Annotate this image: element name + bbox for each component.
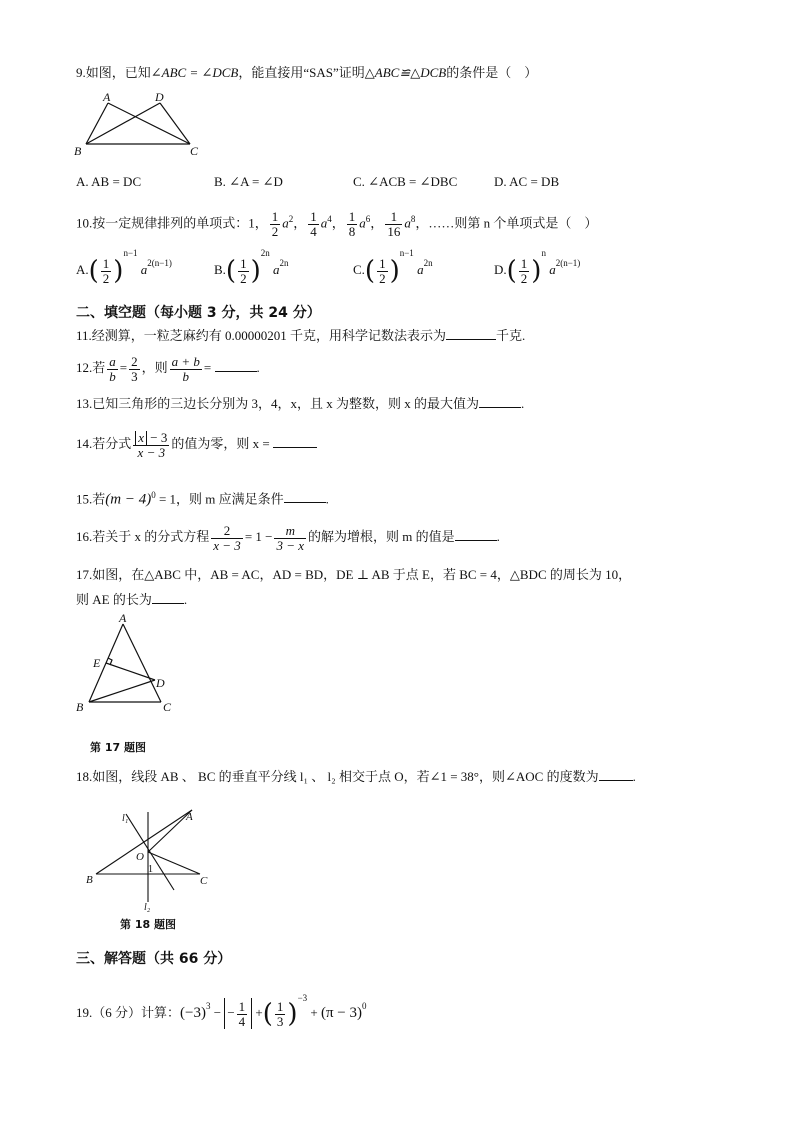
q11-answer-blank[interactable] <box>446 327 496 340</box>
question-17-line1: 17.如图，在△ABC 中，AB = AC，AD = BD，DE ⊥ AB 于点 E，若 BC = 4，△BDC 的周长为 10， <box>76 567 632 582</box>
q17-answer-blank[interactable] <box>152 591 184 604</box>
question-13: 13.已知三角形的三边长分别为 3，4，x，且 x 为整数，则 x 的最大值为 . <box>76 396 525 411</box>
question-12: 12.若 $\frac{a}{b}$ = $\frac{2}{3}$ ，则 $\frac{a + b}{b}$ = . <box>76 353 260 384</box>
q18-label-o: O <box>136 851 144 863</box>
question-16: 16.若关于 x 的分式方程 $\frac{2}{x - 3}$ = 1 − $\frac{m}{3 - x}$ 的解为增根，则 m 的值是 . <box>76 522 500 553</box>
q14-answer-blank[interactable] <box>273 435 317 448</box>
q10-stem-a: 10.按一定规律排列的单项式：1， <box>76 215 268 231</box>
question-14: 14.若分式 $\frac{x - 3}{x - 3}$ 的值为零，则 x = <box>76 424 317 464</box>
q18-label-l2: l₂ <box>144 902 151 912</box>
q9-label-b: B <box>74 144 82 158</box>
q10-option-a[interactable]: A.( $\frac{1}{2}$ )$^{n-1}$ $a^{2(n-1)}$ <box>76 248 172 287</box>
q17-label-a: A <box>119 612 127 625</box>
q17-label-b: B <box>76 700 84 714</box>
question-19: 19.（6 分）计算：$(-3)^3$ − − $\frac{1}{4}$ +( $\frac{1}{3}$ )$^{-3} + (\pi - 3)^0$ <box>76 993 367 1030</box>
q18-label-angle-1: 1 <box>148 864 153 875</box>
q10-option-d[interactable]: D.( $\frac{1}{2}$ )$^n$ $a^{2(n-1)}$ <box>494 248 581 287</box>
q12-answer-blank[interactable] <box>215 359 257 372</box>
q10-stem-b: ，……则第 n 个单项式是（ ） <box>415 215 598 231</box>
question-17-line2: 则 AE 的长为 . <box>76 592 188 607</box>
q9-congruence: △ABC≌△DCB <box>364 65 447 80</box>
q9-option-c[interactable]: C. ∠ACB = ∠DBC <box>353 174 458 189</box>
q9-condition: ∠ABC = ∠DCB <box>150 65 239 80</box>
q9-label-a: A <box>103 92 111 104</box>
q17-label-d: D <box>156 676 165 690</box>
q18-figure <box>82 806 222 912</box>
q9-stem-c: 的条件是（ ） <box>446 65 538 80</box>
q9-option-b[interactable]: B. ∠A = ∠D <box>214 174 283 189</box>
q10-term-2: $\frac{1}{4}$ <box>310 208 317 239</box>
q10-option-b[interactable]: B.( $\frac{1}{2}$ )$^{2n}$ $a^{2n}$ <box>214 248 289 287</box>
q16-answer-blank[interactable] <box>455 528 497 541</box>
question-11: 11.经测算，一粒芝麻约有 0.00000201 千克，用科学记数法表示为 千克. <box>76 328 526 343</box>
q18-caption: 第 18 题图 <box>120 918 176 931</box>
q17-caption: 第 17 题图 <box>90 741 146 754</box>
q10-term-3: $\frac{1}{8}$ <box>348 208 356 239</box>
q9-option-d[interactable]: D. AC = DB <box>494 174 560 189</box>
q10-term-1: $\frac{1}{2}$ <box>271 208 279 239</box>
q18-label-b: B <box>86 874 93 886</box>
q13-answer-blank[interactable] <box>479 395 521 408</box>
q10-option-c[interactable]: C.( $\frac{1}{2}$ )$^{n-1}$ $a^{2n}$ <box>353 248 433 287</box>
q9-option-a[interactable]: A. AB = DC <box>76 174 142 189</box>
question-15: 15.若$(m - 4)^0 = 1$，则 m 应满足条件 . <box>76 490 329 508</box>
section-2-heading: 二、填空题（每小题 3 分，共 24 分） <box>76 305 321 321</box>
q9-label-c: C <box>190 144 199 158</box>
question-9-stem <box>76 64 537 82</box>
q9-stem-a: 9.如图，已知 <box>76 65 151 80</box>
q18-label-a: A <box>186 811 193 823</box>
q15-answer-blank[interactable] <box>284 490 326 503</box>
q17-label-c: C <box>163 700 172 714</box>
q18-label-c: C <box>200 875 208 887</box>
q9-figure <box>70 92 210 162</box>
q10-term-4: $\frac{1}{16}$ <box>387 208 401 239</box>
q9-stem-b: ，能直接用“SAS”证明 <box>238 65 365 80</box>
q17-label-e: E <box>93 656 101 670</box>
q17-figure <box>72 612 182 717</box>
q18-label-l1: l₁ <box>122 813 129 824</box>
question-18: 18.如图，线段 AB 、 BC 的垂直平分线 l₁ 、 l₂ 相交于点 O，若∠1 = 38°，则∠AOC 的度数为 . <box>76 769 636 784</box>
q18-answer-blank[interactable] <box>599 768 633 781</box>
section-3-heading: 三、解答题（共 66 分） <box>76 951 232 967</box>
q9-label-d: D <box>155 92 164 104</box>
question-10-stem: 10.按一定规律排列的单项式：1， $\frac{1}{2}$ $a^2$， $\frac{1}{4}$ $a^4$， $\frac{1}{8}$ $a^6$， $\frac{1}{16}$ $a^8$，……则第 n 个单项式是（ ） <box>76 208 598 239</box>
